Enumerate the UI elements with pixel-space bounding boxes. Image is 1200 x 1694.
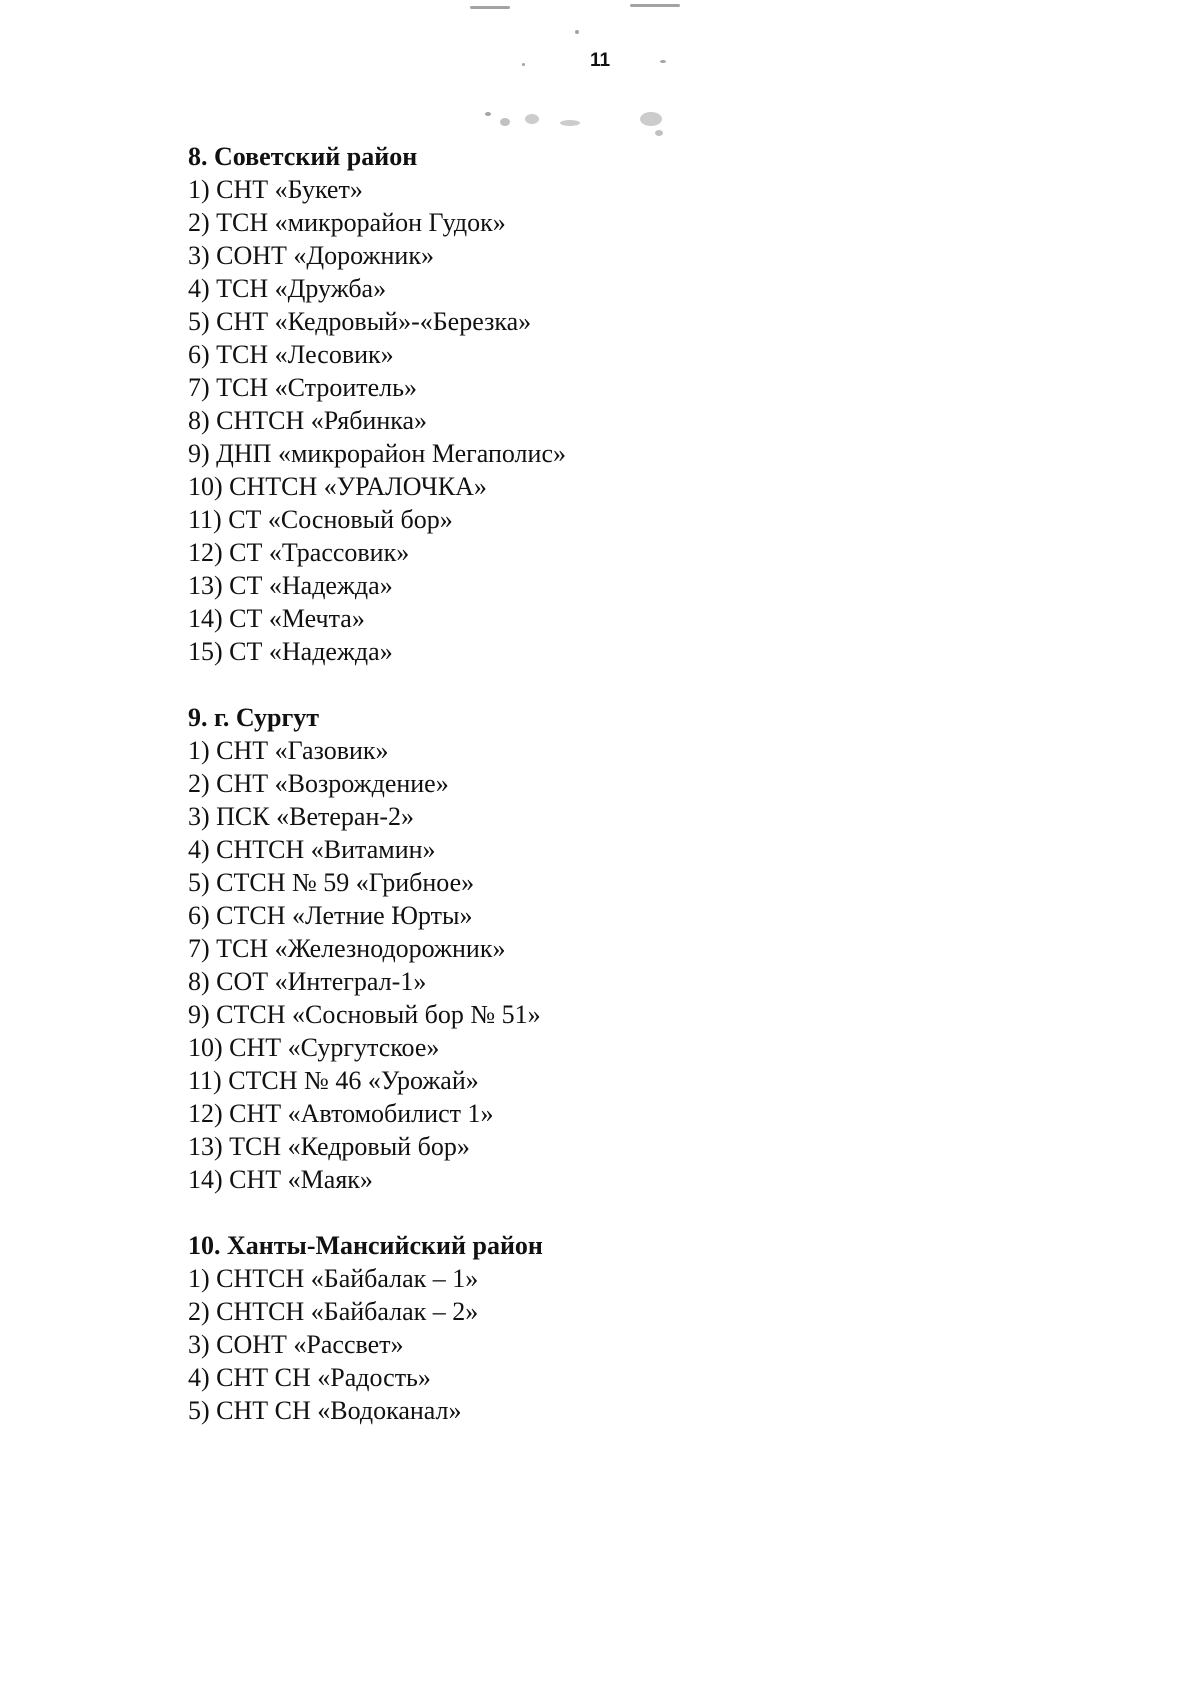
list-item: 3) СОНТ «Рассвет» (188, 1330, 404, 1359)
list-item: 12) СТ «Трассовик» (188, 538, 410, 567)
list-item: 11) СТ «Сосновый бор» (188, 505, 453, 534)
list-item: 4) СНТСН «Витамин» (188, 835, 436, 864)
document-body (188, 140, 1088, 1460)
list-item: 3) СОНТ «Дорожник» (188, 241, 434, 270)
list-item: 14) СТ «Мечта» (188, 604, 365, 633)
section-surgut (188, 701, 1088, 1196)
page-number: 11 (589, 50, 611, 71)
list-item: 7) ТСН «Строитель» (188, 373, 417, 402)
section-heading: 10. Ханты-Мансийский район (188, 1231, 543, 1260)
section-heading: 9. г. Сургут (188, 703, 320, 732)
list-item: 1) СНТ «Газовик» (188, 736, 389, 765)
list-item: 6) ТСН «Лесовик» (188, 340, 394, 369)
list-item: 8) СНТСН «Рябинка» (188, 406, 428, 435)
section-sovetsky-district (188, 140, 1088, 668)
list-item: 7) ТСН «Железнодорожник» (188, 934, 506, 963)
list-item: 5) СНТ СН «Водоканал» (188, 1396, 462, 1425)
list-item: 13) ТСН «Кедровый бор» (188, 1132, 470, 1161)
section-khanty-mansiysk-district (188, 1229, 1088, 1427)
list-item: 10) СНТ «Сургутское» (188, 1033, 440, 1062)
list-item: 6) СТСН «Летние Юрты» (188, 901, 473, 930)
list-item: 2) ТСН «микрорайон Гудок» (188, 208, 506, 237)
list-item: 5) СТСН № 59 «Грибное» (188, 868, 475, 897)
section-heading: 8. Советский район (188, 142, 418, 171)
list-item: 1) СНТ «Букет» (188, 175, 363, 204)
list-item: 4) СНТ СН «Радость» (188, 1363, 431, 1392)
list-item: 8) СОТ «Интеграл-1» (188, 967, 427, 996)
list-item: 10) СНТСН «УРАЛОЧКА» (188, 472, 487, 501)
list-item: 15) СТ «Надежда» (188, 637, 393, 666)
list-item: 1) СНТСН «Байбалак – 1» (188, 1264, 479, 1293)
list-item: 4) ТСН «Дружба» (188, 274, 387, 303)
list-item: 11) СТСН № 46 «Урожай» (188, 1066, 479, 1095)
list-item: 3) ПСК «Ветеран-2» (188, 802, 415, 831)
list-item: 2) СНТ «Возрождение» (188, 769, 449, 798)
list-item: 14) СНТ «Маяк» (188, 1165, 373, 1194)
list-item: 2) СНТСН «Байбалак – 2» (188, 1297, 479, 1326)
list-item: 9) ДНП «микрорайон Мегаполис» (188, 439, 566, 468)
list-item: 12) СНТ «Автомобилист 1» (188, 1099, 494, 1128)
list-item: 5) СНТ «Кедровый»-«Березка» (188, 307, 532, 336)
list-item: 9) СТСН «Сосновый бор № 51» (188, 1000, 541, 1029)
list-item: 13) СТ «Надежда» (188, 571, 393, 600)
